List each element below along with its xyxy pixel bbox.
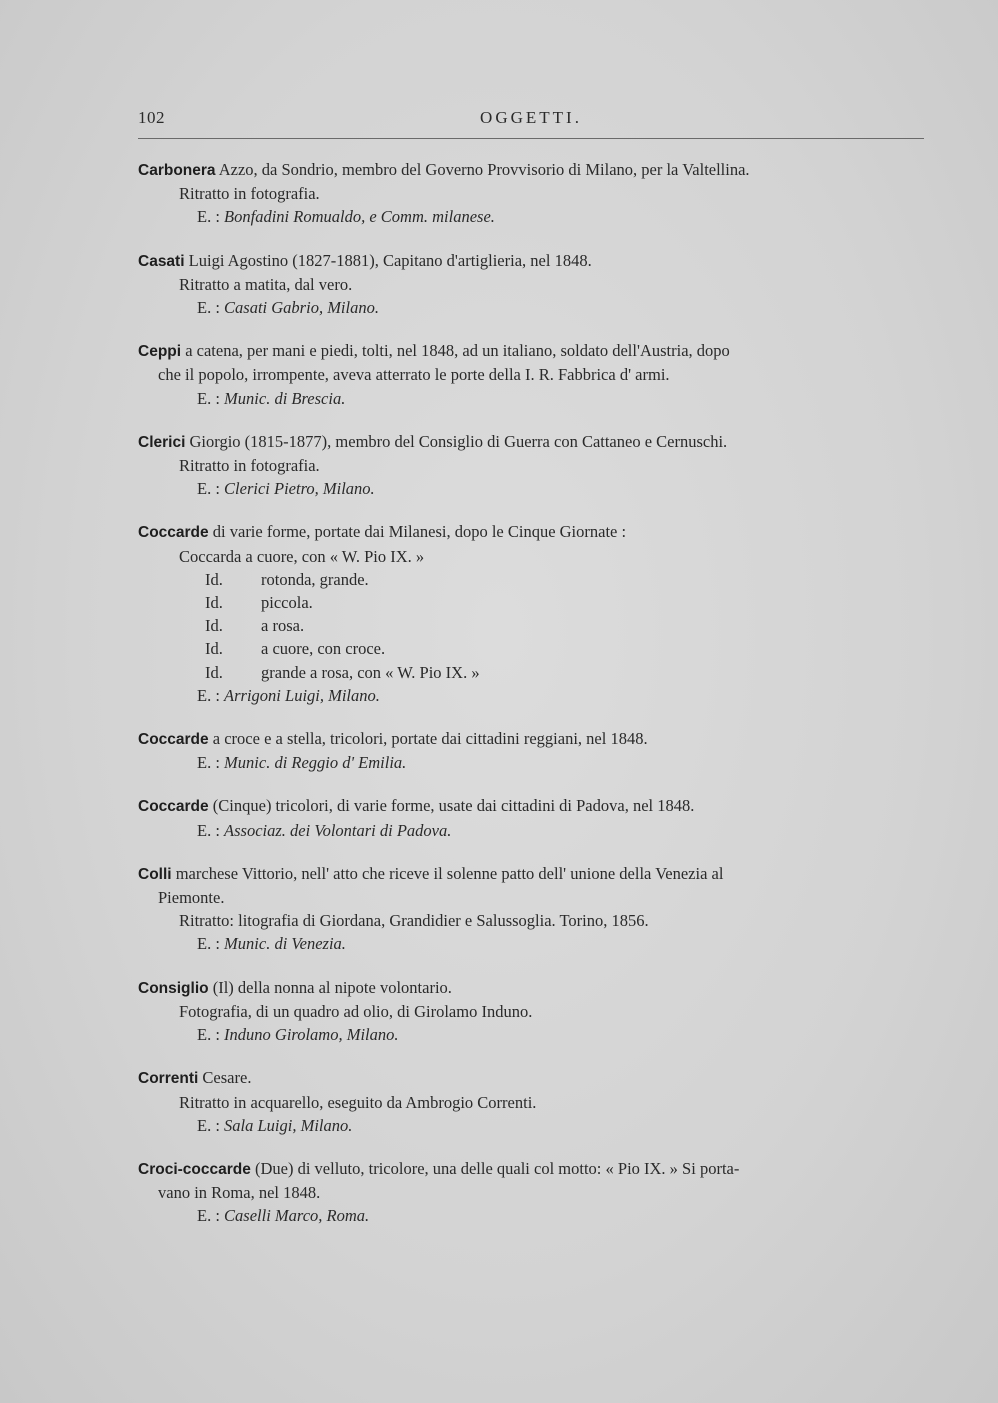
exhibitor-label: E. : [197,1206,225,1226]
entry-text: Giorgio (1815-1877), membro del Consiglio di Guerra con Cattaneo e Cernuschi. [185,431,728,451]
entry-first-line [138,976,928,1000]
entry-text: a croce e a stella, tricolori, portate dai cittadini reggiani, nel 1848. [208,729,648,749]
exhibitor-name: Bonfadini Romualdo, e Comm. milanese. [224,207,495,227]
id-label: Id. [205,569,223,589]
page-header [138,108,924,139]
exhibitor-line [138,1114,928,1137]
entry-first-line [138,339,928,363]
entry-text: di varie forme, portate dai Milanesi, dopo le Cinque Giornate : [208,522,627,542]
id-label: Id. [205,639,223,659]
entry-continuation: vano in Roma, nel 1848. [158,1183,321,1203]
entry-line: Ritratto: litografia di Giordana, Grandidier e Salussoglia. Torino, 1856. [179,911,649,931]
entry-line: Fotografia, di un quadro ad olio, di Girolamo Induno. [179,1001,533,1021]
entry-first-line [138,1066,928,1090]
catalog-entry [138,249,928,320]
running-head: OGGETTI. [480,108,582,127]
entry-head: Coccarde [138,524,209,542]
exhibitor-line [138,1023,928,1046]
entry-head: Consiglio [138,979,209,997]
exhibitor-name: Clerici Pietro, Milano. [224,479,375,499]
id-item [138,661,928,684]
exhibitor-label: E. : [197,298,225,318]
entry-text: Cesare. [198,1068,252,1088]
entry-list [138,158,928,1248]
entry-text: a catena, per mani e piedi, tolti, nel 1848, ad un italiano, soldato dell'Austria, dopo [181,341,730,361]
exhibitor-line [138,932,928,955]
id-item [138,591,928,614]
entry-first-line [138,249,928,273]
exhibitor-name: Munic. di Venezia. [224,934,346,954]
catalog-entry [138,1157,928,1228]
catalog-entry [138,727,928,774]
entry-head: Ceppi [138,343,182,361]
id-text: a rosa. [261,616,305,636]
catalog-entry [138,1066,928,1137]
exhibitor-line [138,819,928,842]
entry-line: Ritratto in fotografia. [179,184,320,204]
exhibitor-line [138,751,928,774]
entry-head: Casati [138,252,185,270]
entry-line: Ritratto a matita, dal vero. [179,274,353,294]
exhibitor-name: Casati Gabrio, Milano. [224,298,379,318]
exhibitor-name: Associaz. dei Volontari di Padova. [224,820,452,840]
exhibitor-name: Arrigoni Luigi, Milano. [224,685,380,705]
id-text: grande a rosa, con « W. Pio IX. » [261,662,480,682]
entry-continuation: Piemonte. [158,888,225,908]
entry-line: Ritratto in fotografia. [179,456,320,476]
exhibitor-line [138,1204,928,1227]
exhibitor-label: E. : [197,820,225,840]
exhibitor-label: E. : [197,934,225,954]
entry-head: Clerici [138,433,186,451]
exhibitor-name: Munic. di Brescia. [224,388,346,408]
page-number: 102 [138,108,165,127]
entry-text: Azzo, da Sondrio, membro del Governo Provvisorio di Milano, per la Valtellina. [215,160,750,179]
entry-head: Coccarde [138,731,209,749]
entry-head: Croci-coccarde [138,1160,251,1178]
entry-line: Ritratto in acquarello, eseguito da Ambrogio Correnti. [179,1092,537,1112]
exhibitor-line [138,296,928,319]
id-text: rotonda, grande. [261,569,369,589]
exhibitor-label: E. : [197,479,225,499]
entry-head: Coccarde [138,798,209,816]
entry-first-line [138,794,928,818]
catalog-entry [138,794,928,841]
entry-text: marchese Vittorio, nell' atto che riceve il solenne patto dell' unione della Venezia al [171,863,724,883]
id-text: piccola. [261,593,313,613]
entry-continuation: che il popolo, irrompente, aveva atterrato le porte della I. R. Fabbrica d' armi. [158,365,670,385]
entry-first-line [138,862,928,886]
entry-text: (Cinque) tricolori, di varie forme, usate dai cittadini di Padova, nel 1848. [208,796,695,816]
id-item [138,568,928,591]
exhibitor-line [138,387,928,410]
entry-line: Coccarda a cuore, con « W. Pio IX. » [179,546,425,566]
exhibitor-name: Induno Girolamo, Milano. [224,1025,399,1045]
catalog-entry [138,976,928,1047]
exhibitor-label: E. : [197,1115,225,1135]
entry-text: (Il) della nonna al nipote volontario. [208,977,452,997]
id-text: a cuore, con croce. [261,639,386,659]
exhibitor-name: Caselli Marco, Roma. [224,1206,370,1226]
entry-first-line [138,430,928,454]
entry-text: (Due) di velluto, tricolore, una delle quali col motto: « Pio IX. » Si porta- [250,1158,740,1178]
exhibitor-label: E. : [197,207,225,227]
catalog-entry [138,862,928,956]
id-label: Id. [205,616,223,636]
entry-text: Luigi Agostino (1827-1881), Capitano d'artiglieria, nel 1848. [184,250,592,270]
catalog-entry [138,158,928,229]
catalog-entry [138,430,928,501]
catalog-entry [138,520,928,707]
id-item [138,614,928,637]
exhibitor-name: Munic. di Reggio d' Emilia. [224,753,407,773]
id-label: Id. [205,662,223,682]
entry-first-line [138,1157,928,1181]
entry-first-line [138,158,928,182]
exhibitor-line [138,684,928,707]
entry-head: Correnti [138,1070,199,1088]
exhibitor-line [138,205,928,228]
id-item [138,637,928,660]
entry-head: Colli [138,865,172,883]
entry-head: Carbonera [138,162,216,179]
exhibitor-label: E. : [197,1025,225,1045]
exhibitor-label: E. : [197,388,225,408]
exhibitor-label: E. : [197,685,225,705]
exhibitor-line [138,477,928,500]
id-label: Id. [205,593,223,613]
entry-first-line [138,727,928,751]
entry-first-line [138,520,928,544]
exhibitor-name: Sala Luigi, Milano. [224,1115,353,1135]
catalog-entry [138,339,928,410]
exhibitor-label: E. : [197,753,225,773]
